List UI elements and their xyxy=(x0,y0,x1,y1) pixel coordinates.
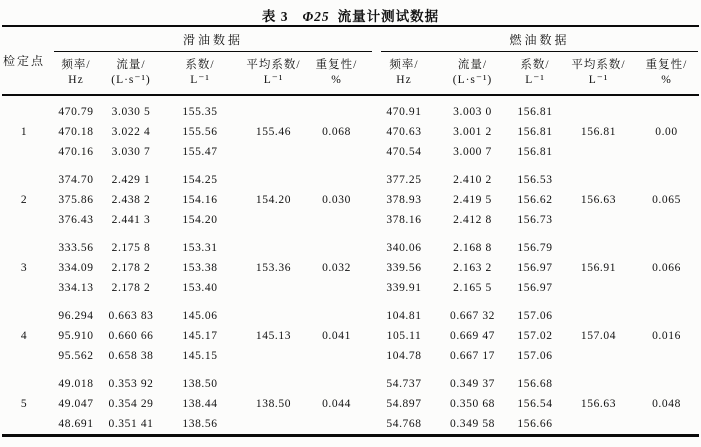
column-header-fuel-repeatability xyxy=(632,52,701,94)
fuel-flow-value: 0.349 58 xyxy=(449,418,496,430)
fuel-avg-coefficient-value: 156.63 xyxy=(580,398,617,410)
fuel-flow-value: 3.003 0 xyxy=(453,106,492,118)
column-header-fuel-flow xyxy=(440,52,505,94)
lube-frequency-value: 334.09 xyxy=(58,262,94,274)
lube-frequency-value: 470.16 xyxy=(58,146,94,158)
lube-coefficient-value: 145.15 xyxy=(182,350,218,362)
fuel-frequency-value: 339.56 xyxy=(386,262,422,274)
lube-flow-value: 2.438 2 xyxy=(111,194,151,206)
lube-flow-value: 3.030 5 xyxy=(111,106,151,118)
lube-flow-value: 2.178 2 xyxy=(111,262,151,274)
lube-flow-value: 0.660 66 xyxy=(108,330,154,342)
column-name: 频率/ xyxy=(61,59,91,71)
lube-flow-value: 0.351 41 xyxy=(108,418,154,430)
fuel-frequency-value: 54.737 xyxy=(386,378,422,390)
fuel-frequency-value: 104.78 xyxy=(386,350,422,362)
column-name: 流量/ xyxy=(457,59,488,71)
column-header-point: 检定点 xyxy=(2,54,45,68)
fuel-coefficient-value: 157.06 xyxy=(517,310,553,322)
fuel-coefficient-value: 156.66 xyxy=(517,418,553,430)
lube-frequency-value: 49.047 xyxy=(58,398,94,410)
column-name: 系数/ xyxy=(185,59,215,71)
fuel-coefficient-value: 157.06 xyxy=(517,350,553,362)
column-unit: Hz xyxy=(68,74,84,86)
fuel-frequency-value: 339.91 xyxy=(386,282,422,294)
fuel-flow-value: 3.001 2 xyxy=(453,126,492,138)
point-number: 1 xyxy=(20,126,28,138)
table-row-group xyxy=(0,170,701,230)
table-row-group xyxy=(0,374,701,434)
lube-flow-value: 0.354 29 xyxy=(108,398,154,410)
lube-flow-value: 0.353 92 xyxy=(108,378,154,390)
column-unit: L⁻¹ xyxy=(588,74,609,86)
column-name: 平均系数/ xyxy=(571,59,626,71)
lube-avg-coefficient-value: 145.13 xyxy=(255,330,292,342)
fuel-frequency-value: 104.81 xyxy=(386,310,422,322)
fuel-avg-coefficient-value: 156.81 xyxy=(580,126,617,138)
column-unit: L⁻¹ xyxy=(263,74,284,86)
lube-flow-value: 2.178 2 xyxy=(111,282,151,294)
table-row-group xyxy=(0,306,701,366)
column-header-fuel-coefficient xyxy=(505,52,565,94)
lube-frequency-value: 470.79 xyxy=(58,106,94,118)
column-unit: (L·s⁻¹) xyxy=(111,74,151,86)
lube-coefficient-value: 154.16 xyxy=(182,194,218,206)
table-title xyxy=(0,5,701,25)
column-unit: L⁻¹ xyxy=(190,74,210,86)
fuel-repeatability-value: 0.065 xyxy=(652,194,681,206)
fuel-flow-value: 2.163 2 xyxy=(453,262,492,274)
lube-coefficient-value: 138.44 xyxy=(182,398,218,410)
fuel-flow-value: 2.419 5 xyxy=(453,194,492,206)
lube-frequency-value: 376.43 xyxy=(58,214,94,226)
fuel-frequency-value: 54.768 xyxy=(386,418,422,430)
lube-frequency-value: 95.910 xyxy=(58,330,94,342)
fuel-coefficient-value: 156.68 xyxy=(517,378,553,390)
fuel-coefficient-value: 156.62 xyxy=(517,194,553,206)
lube-flow-value: 0.658 38 xyxy=(108,350,154,362)
lube-repeatability-value: 0.068 xyxy=(322,126,351,138)
lube-coefficient-value: 153.31 xyxy=(182,242,218,254)
lube-flow-value: 3.022 4 xyxy=(111,126,151,138)
fuel-frequency-value: 378.16 xyxy=(386,214,422,226)
fuel-avg-coefficient-value: 157.04 xyxy=(580,330,617,342)
fuel-flow-value: 2.412 8 xyxy=(453,214,492,226)
lube-repeatability-value: 0.032 xyxy=(322,262,351,274)
fuel-coefficient-value: 156.97 xyxy=(517,282,553,294)
lube-frequency-value: 95.562 xyxy=(58,350,94,362)
fuel-flow-value: 0.669 47 xyxy=(449,330,496,342)
fuel-frequency-value: 470.54 xyxy=(386,146,422,158)
table-body xyxy=(0,96,701,434)
column-header-lube-coefficient xyxy=(158,52,242,94)
point-number: 3 xyxy=(20,262,28,274)
column-unit: Hz xyxy=(396,74,412,86)
fuel-flow-value: 3.000 7 xyxy=(453,146,492,158)
column-name: 流量/ xyxy=(116,59,146,71)
column-name: 重复性/ xyxy=(315,59,358,71)
lube-frequency-value: 333.56 xyxy=(58,242,94,254)
table-title-text: 流量计测试数据 xyxy=(337,9,440,24)
column-name: 频率/ xyxy=(389,59,419,71)
column-header-fuel-avg-coefficient xyxy=(565,52,632,94)
lube-coefficient-value: 153.40 xyxy=(182,282,218,294)
lube-coefficient-value: 154.20 xyxy=(182,214,218,226)
fuel-coefficient-value: 156.73 xyxy=(517,214,553,226)
fuel-coefficient-value: 156.54 xyxy=(517,398,553,410)
point-number: 4 xyxy=(20,330,28,342)
column-header-lube-repeatability xyxy=(305,52,368,94)
lube-coefficient-value: 145.06 xyxy=(182,310,218,322)
lube-flow-value: 2.441 3 xyxy=(111,214,151,226)
fuel-frequency-value: 377.25 xyxy=(386,174,422,186)
column-header-lube-avg-coefficient xyxy=(242,52,305,94)
lube-avg-coefficient-value: 138.50 xyxy=(255,398,292,410)
point-number: 2 xyxy=(20,194,28,206)
column-unit: % xyxy=(661,74,672,86)
lube-coefficient-value: 138.50 xyxy=(182,378,218,390)
column-header-fuel-frequency xyxy=(368,52,440,94)
column-name: 重复性/ xyxy=(645,59,688,71)
column-name: 平均系数/ xyxy=(246,59,301,71)
table-row-group xyxy=(0,102,701,162)
lube-frequency-value: 374.70 xyxy=(58,174,94,186)
lube-repeatability-value: 0.041 xyxy=(322,330,351,342)
fuel-coefficient-value: 156.81 xyxy=(517,126,553,138)
lube-avg-coefficient-value: 153.36 xyxy=(255,262,292,274)
lube-repeatability-value: 0.030 xyxy=(322,194,351,206)
fuel-flow-value: 0.667 32 xyxy=(449,310,496,322)
fuel-frequency-value: 105.11 xyxy=(386,330,422,342)
column-name: 系数/ xyxy=(520,59,550,71)
group-header-fuel-oil: 燃油数据 xyxy=(381,27,698,52)
fuel-avg-coefficient-value: 156.91 xyxy=(580,262,617,274)
lube-coefficient-value: 155.56 xyxy=(182,126,218,138)
lube-frequency-value: 470.18 xyxy=(58,126,94,138)
fuel-flow-value: 0.667 17 xyxy=(449,350,496,362)
column-unit: % xyxy=(331,74,342,86)
lube-frequency-value: 48.691 xyxy=(58,418,94,430)
fuel-repeatability-value: 0.016 xyxy=(652,330,681,342)
fuel-coefficient-value: 156.53 xyxy=(517,174,553,186)
fuel-coefficient-value: 156.97 xyxy=(517,262,553,274)
fuel-coefficient-value: 156.81 xyxy=(517,146,553,158)
column-header-lube-flow xyxy=(104,52,158,94)
lube-coefficient-value: 155.35 xyxy=(182,106,218,118)
fuel-frequency-value: 470.91 xyxy=(386,106,422,118)
fuel-coefficient-value: 156.79 xyxy=(517,242,553,254)
fuel-coefficient-value: 156.81 xyxy=(517,106,553,118)
fuel-frequency-value: 340.06 xyxy=(386,242,422,254)
fuel-repeatability-value: 0.00 xyxy=(655,126,678,138)
lube-avg-coefficient-value: 155.46 xyxy=(255,126,292,138)
lube-frequency-value: 375.86 xyxy=(58,194,94,206)
group-header-lube-oil: 滑油数据 xyxy=(54,27,372,52)
fuel-flow-value: 2.410 2 xyxy=(453,174,492,186)
lube-coefficient-value: 153.38 xyxy=(182,262,218,274)
lube-frequency-value: 334.13 xyxy=(58,282,94,294)
bottom-rule xyxy=(2,434,699,437)
lube-coefficient-value: 154.25 xyxy=(182,174,218,186)
fuel-frequency-value: 378.93 xyxy=(386,194,422,206)
fuel-flow-value: 2.168 8 xyxy=(453,242,492,254)
meter-model: Φ25 xyxy=(302,9,330,24)
fuel-flow-value: 2.165 5 xyxy=(453,282,492,294)
lube-coefficient-value: 155.47 xyxy=(182,146,218,158)
column-unit: L⁻¹ xyxy=(525,74,545,86)
point-number: 5 xyxy=(20,398,28,410)
table-number: 表 3 xyxy=(261,9,289,24)
lube-repeatability-value: 0.044 xyxy=(322,398,351,410)
fuel-avg-coefficient-value: 156.63 xyxy=(580,194,617,206)
lube-flow-value: 2.429 1 xyxy=(111,174,151,186)
fuel-repeatability-value: 0.066 xyxy=(652,262,681,274)
table-row-group xyxy=(0,238,701,298)
table-header xyxy=(0,27,701,94)
fuel-repeatability-value: 0.048 xyxy=(652,398,681,410)
column-header-lube-frequency xyxy=(48,52,104,94)
lube-flow-value: 2.175 8 xyxy=(111,242,151,254)
lube-flow-value: 0.663 83 xyxy=(108,310,154,322)
fuel-frequency-value: 470.63 xyxy=(386,126,422,138)
lube-coefficient-value: 145.17 xyxy=(182,330,218,342)
lube-frequency-value: 96.294 xyxy=(58,310,94,322)
fuel-frequency-value: 54.897 xyxy=(386,398,422,410)
lube-coefficient-value: 138.56 xyxy=(182,418,218,430)
lube-frequency-value: 49.018 xyxy=(58,378,94,390)
fuel-coefficient-value: 157.02 xyxy=(517,330,553,342)
column-unit: (L·s⁻¹) xyxy=(452,74,493,86)
lube-flow-value: 3.030 7 xyxy=(111,146,151,158)
lube-avg-coefficient-value: 154.20 xyxy=(255,194,292,206)
fuel-flow-value: 0.349 37 xyxy=(449,378,496,390)
fuel-flow-value: 0.350 68 xyxy=(449,398,496,410)
